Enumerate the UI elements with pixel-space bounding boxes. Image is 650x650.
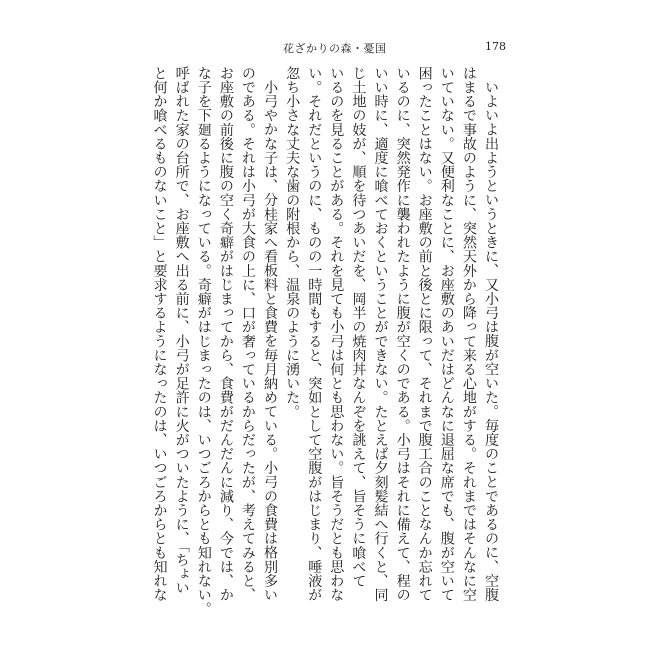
text-column: な子を下廻るようになっている。奇癖がはじまったのは、いつごろからとも知れない。 [195, 66, 212, 616]
text-column: い。それだというのに、ものの一時間もすると、突如として空腹がはじまり、唾液が [306, 66, 323, 602]
text-column: のである。それは小弓が大食の上に、口が奢っているからだったが、考えてみると、 [239, 66, 256, 602]
page-number: 178 [485, 40, 506, 53]
text-column: お座敷の前後に腹の空く奇癖がはじまってから、食費がだんだんに減り、今では、か [217, 66, 234, 602]
text-column: いい時に、適度に喰べておくということができない。たとえば夕刻髪結へ行くと、同 [372, 66, 389, 602]
text-column: 小弓やかな子は、分桂家へ看板料と食費を毎月納めている。小弓の食費は格別多い [262, 80, 279, 602]
text-column: じ土地の妓が、順を待つあいだを、岡半の焼肉丼なんぞを誂えて、旨そうに喰べて [350, 66, 367, 588]
text-column: いるのを見ることがある。それを見ても小弓は何とも思わない。旨そうだとも思わな [328, 66, 345, 602]
text-column: いるのに、突然発作に襲われたように腹が空くのである。小弓はそれに備えて、程の [394, 66, 411, 602]
text-column: 呼ばれた家の台所で、お座敷へ出る前に、小弓が足許に火がついたように、「ちょい [173, 66, 190, 595]
text-column: いていない。又便利なことに、お座敷のあいだはどんなに退屈な席でも、腹が空いて [438, 66, 455, 602]
text-column: 忽ち小さな丈夫な歯の附根から、温泉のように湧いた。 [284, 66, 301, 419]
running-head-title: 花ざかりの森・憂国 [283, 42, 387, 55]
vertical-body-text [149, 66, 503, 616]
text-column: いよいよ出ようというときに、又小弓は腹が空いた。毎度のことであるのに、空腹 [483, 80, 499, 602]
text-column: はまるで事故のように、突然天外から降って来る心地がする。それまではそんなに空 [460, 66, 477, 602]
text-column: 困ったことはない。お座敷の前と後とに限って、それまで腹工合のことなんか忘れて [416, 66, 433, 602]
text-column: と何か喰べるものないこと」と要求するようになったのは、いつごろからとも知れな [151, 66, 168, 602]
